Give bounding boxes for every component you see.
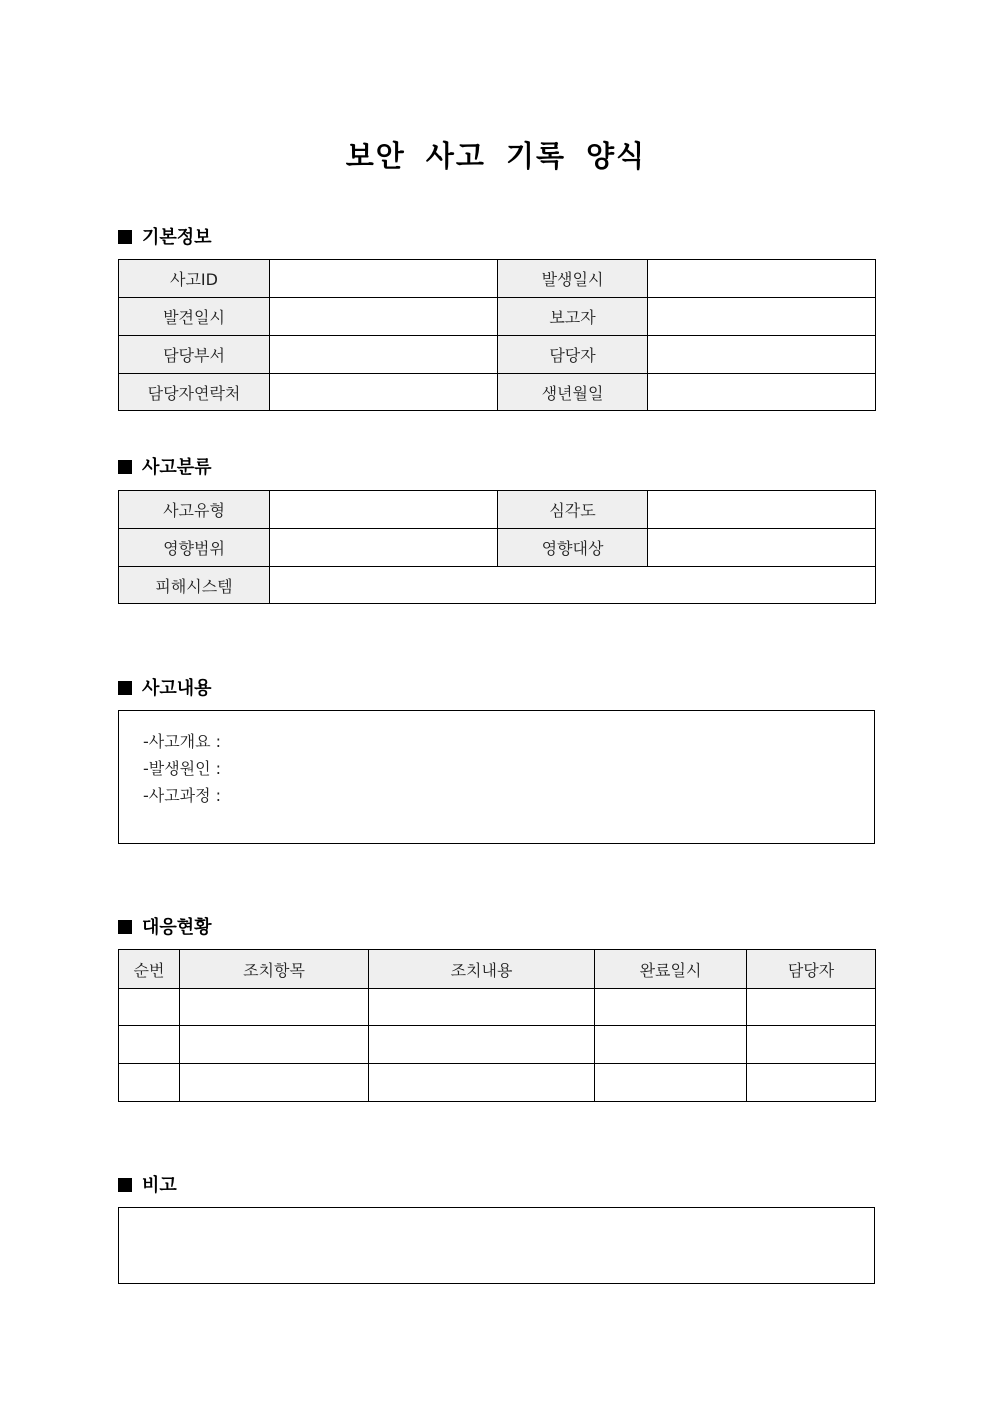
square-bullet-icon (118, 230, 132, 244)
content-box[interactable] (118, 710, 875, 844)
basic-info-table (118, 259, 876, 411)
cell[interactable] (369, 1064, 595, 1102)
label-cell: 발견일시 (119, 298, 270, 336)
remarks-box[interactable] (118, 1207, 875, 1284)
cell[interactable] (119, 989, 180, 1026)
header-cell: 담당자 (747, 950, 876, 989)
square-bullet-icon (118, 1178, 132, 1192)
value-cell[interactable] (648, 336, 876, 374)
content-line: -발생원인 : (143, 759, 222, 778)
square-bullet-icon (118, 920, 132, 934)
label-cell: 사고ID (119, 260, 270, 298)
cell[interactable] (747, 989, 876, 1026)
section-basic-info: 기본정보 (118, 223, 212, 249)
cell[interactable] (119, 1026, 180, 1064)
label-cell: 사고유형 (119, 491, 270, 529)
label-cell: 피해시스템 (119, 567, 270, 604)
cell[interactable] (180, 1026, 369, 1064)
value-cell[interactable] (270, 529, 498, 567)
value-cell[interactable] (648, 260, 876, 298)
content-line: -사고과정 : (143, 786, 222, 805)
value-cell[interactable] (270, 336, 498, 374)
cell[interactable] (747, 1026, 876, 1064)
table-row (119, 1026, 876, 1064)
value-cell[interactable] (648, 298, 876, 336)
label-cell: 영향범위 (119, 529, 270, 567)
label-cell: 담당자연락처 (119, 374, 270, 411)
value-cell[interactable] (648, 491, 876, 529)
label-cell: 담당부서 (119, 336, 270, 374)
label-cell: 보고자 (498, 298, 648, 336)
cell[interactable] (180, 989, 369, 1026)
page-title: 보안 사고 기록 양식 (345, 139, 647, 173)
cell[interactable] (180, 1064, 369, 1102)
table-row (119, 1064, 876, 1102)
value-cell[interactable] (648, 374, 876, 411)
header-cell: 조치내용 (369, 950, 595, 989)
header-cell: 완료일시 (595, 950, 747, 989)
header-cell: 순번 (119, 950, 180, 989)
cell[interactable] (747, 1064, 876, 1102)
cell[interactable] (369, 1026, 595, 1064)
square-bullet-icon (118, 460, 132, 474)
label-cell: 심각도 (498, 491, 648, 529)
label-cell: 영향대상 (498, 529, 648, 567)
value-cell[interactable] (270, 260, 498, 298)
cell[interactable] (595, 1064, 747, 1102)
label-cell: 발생일시 (498, 260, 648, 298)
cell[interactable] (595, 1026, 747, 1064)
cell[interactable] (119, 1064, 180, 1102)
label-cell: 담당자 (498, 336, 648, 374)
value-cell[interactable] (270, 374, 498, 411)
label-cell: 생년월일 (498, 374, 648, 411)
classification-table (118, 490, 876, 604)
value-cell[interactable] (270, 491, 498, 529)
section-remarks: 비고 (118, 1171, 177, 1197)
value-cell[interactable] (270, 567, 876, 604)
header-cell: 조치항목 (180, 950, 369, 989)
section-content: 사고내용 (118, 674, 212, 700)
response-table (118, 949, 876, 1102)
section-classification: 사고분류 (118, 453, 212, 479)
cell[interactable] (595, 989, 747, 1026)
content-line: -사고개요 : (143, 732, 222, 751)
section-response: 대응현황 (118, 913, 212, 939)
value-cell[interactable] (270, 298, 498, 336)
table-row (119, 989, 876, 1026)
cell[interactable] (369, 989, 595, 1026)
square-bullet-icon (118, 681, 132, 695)
value-cell[interactable] (648, 529, 876, 567)
